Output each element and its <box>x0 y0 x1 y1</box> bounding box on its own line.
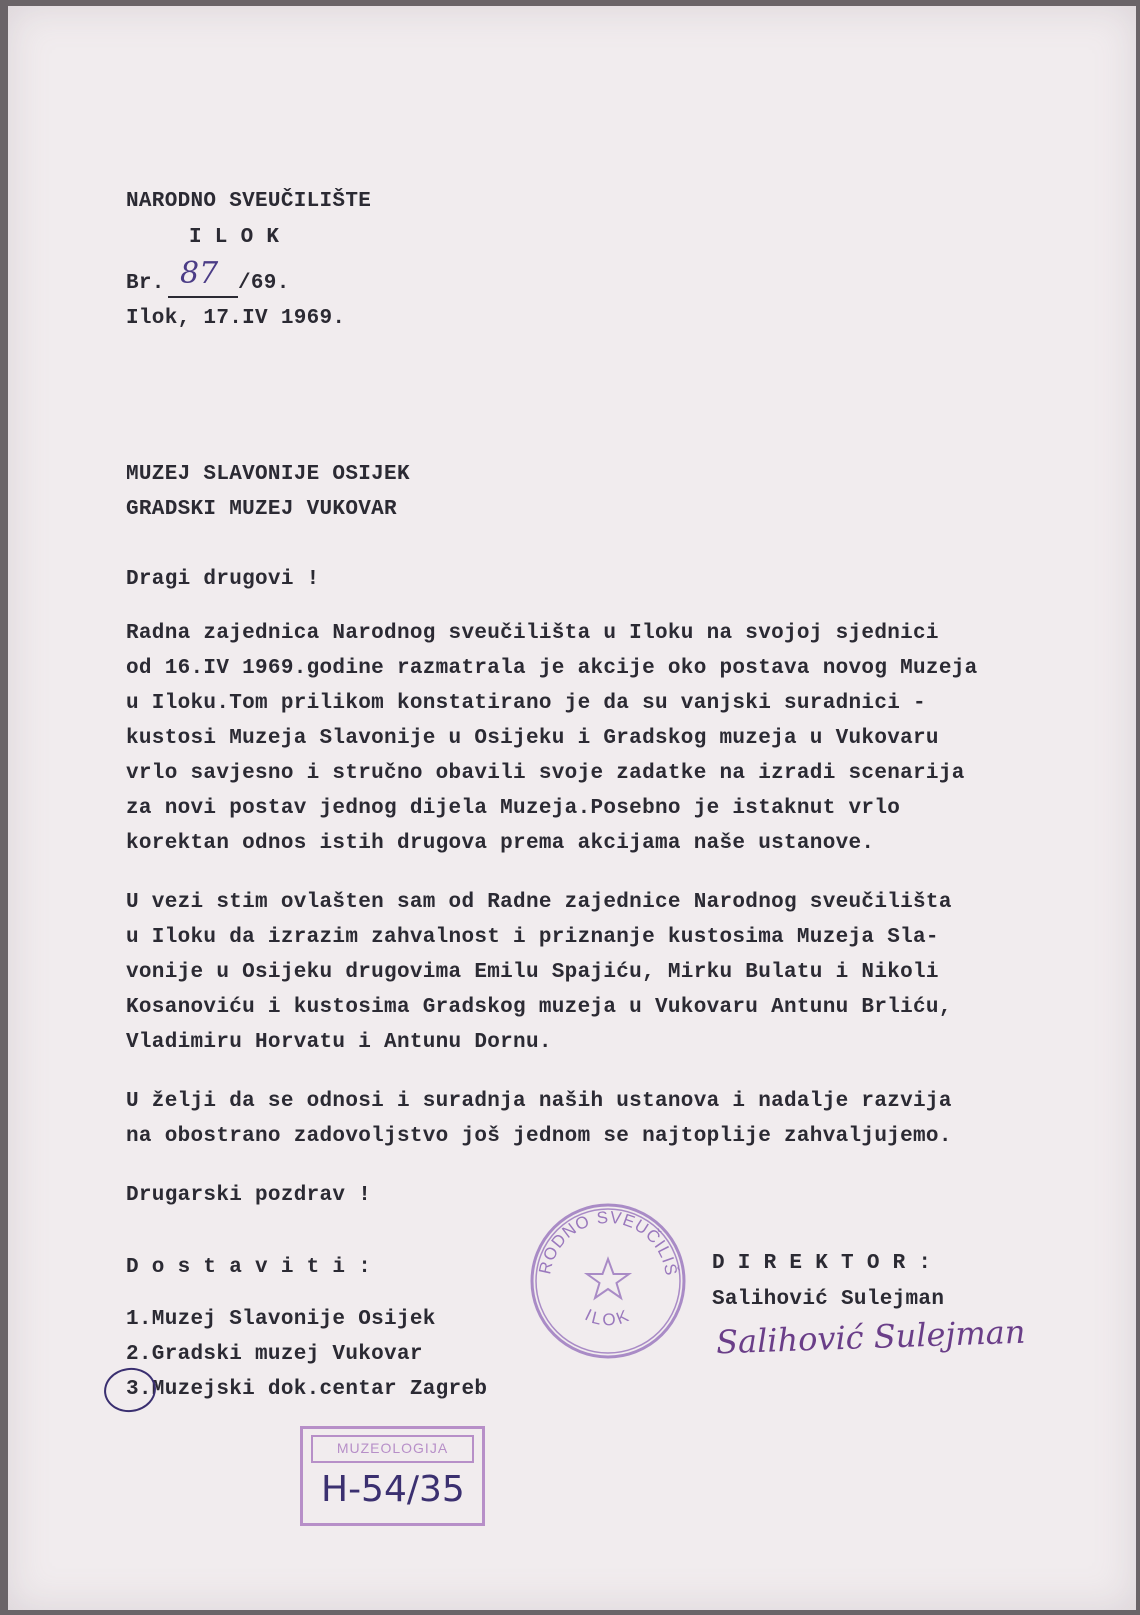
body-line: Vladimiru Horvatu i Antunu Dornu. <box>126 1031 552 1054</box>
archive-handwritten-code: H-54/35 <box>321 1469 465 1510</box>
archive-stamp <box>300 1426 485 1526</box>
reference-underline <box>168 296 238 298</box>
round-stamp-bottom-text: ILOK <box>581 1305 634 1330</box>
institution-name: NARODNO SVEUČILIŠTE <box>126 190 372 213</box>
archive-stamp-label: MUZEOLOGIJA <box>311 1435 474 1463</box>
institution-round-stamp <box>528 1201 688 1361</box>
body-line: u Iloku da izrazim zahvalnost i priznanje kustosima Muzeja Sla- <box>126 926 939 949</box>
recipient-1: MUZEJ SLAVONIJE OSIJEK <box>126 463 410 486</box>
signatory-name: Salihović Sulejman <box>712 1288 945 1311</box>
body-line: Radna zajednica Narodnog sveučilišta u Iloku na svojoj sjednici <box>126 622 939 645</box>
reference-prefix: Br. <box>126 272 165 295</box>
body-line: od 16.IV 1969.godine razmatrala je akcije oko postava novog Muzeja <box>126 657 978 680</box>
signatory-title: D I R E K T O R : <box>712 1252 932 1275</box>
body-line: vrlo savjesno i stručno obavili svoje zadatke na izradi scenarija <box>126 762 965 785</box>
body-line: kustosi Muzeja Slavonije u Osijeku i Gradskog muzeja u Vukovaru <box>126 727 939 750</box>
reference-handwritten-number: 87 <box>180 256 219 291</box>
distribution-heading: D o s t a v i t i : <box>126 1256 372 1279</box>
recipient-2: GRADSKI MUZEJ VUKOVAR <box>126 498 397 521</box>
reference-suffix: /69. <box>238 272 290 295</box>
body-line: U vezi stim ovlašten sam od Radne zajednice Narodnog sveučilišta <box>126 891 952 914</box>
body-line: Kosanoviću i kustosima Gradskog muzeja u Vukovaru Antunu Brliću, <box>126 996 952 1019</box>
body-line: korektan odnos istih drugova prema akcijama naše ustanove. <box>126 832 875 855</box>
round-stamp-graphic <box>528 1201 688 1361</box>
institution-city: I L O K <box>189 226 280 249</box>
salutation: Dragi drugovi ! <box>126 568 320 591</box>
body-line: vonije u Osijeku drugovima Emilu Spajiću, Mirku Bulatu i Nikoli <box>126 961 939 984</box>
closing: Drugarski pozdrav ! <box>126 1184 372 1207</box>
place-date: Ilok, 17.IV 1969. <box>126 307 346 330</box>
distribution-item: 1.Muzej Slavonije Osijek <box>126 1308 436 1331</box>
distribution-item: 3.Muzejski dok.centar Zagreb <box>126 1378 488 1401</box>
letter-page <box>8 6 1136 1610</box>
body-line: za novi postav jednog dijela Muzeja.Posebno je istaknut vrlo <box>126 797 901 820</box>
handwritten-circle-mark <box>101 1365 159 1416</box>
body-line: na obostrano zadovoljstvo još jednom se najtoplije zahvaljujemo. <box>126 1125 952 1148</box>
star-icon <box>587 1259 629 1298</box>
body-line: u Iloku.Tom prilikom konstatirano je da su vanjski suradnici - <box>126 692 926 715</box>
distribution-item: 2.Gradski muzej Vukovar <box>126 1343 423 1366</box>
svg-text:ILOK <box>582 1305 634 1329</box>
round-stamp-top-text: RODNO SVEUČILIŠ <box>535 1207 681 1278</box>
body-line: U želji da se odnosi i suradnja naših ustanova i nadalje razvija <box>126 1090 952 1113</box>
handwritten-signature: Salihović Sulejman <box>715 1312 1026 1362</box>
